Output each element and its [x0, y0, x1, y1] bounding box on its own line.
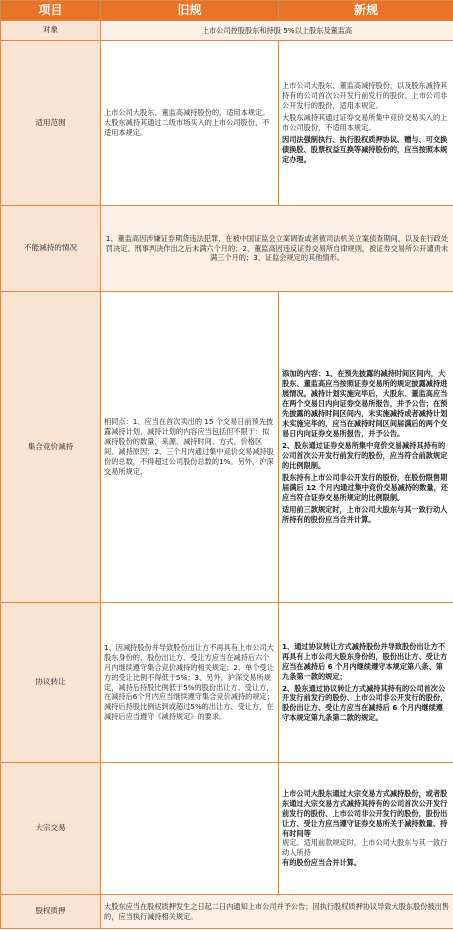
header-item: 项目: [1, 1, 101, 21]
scope-new-paragraph: 上市公司大股东、董监高减持股份，以及股东减持其持有的公司首次公开发行前发行的股份、上市公司非公开发行的股份，适用本规定。: [282, 81, 448, 111]
cell-auction-old: 相同点：1、应当在首次卖出的 15 个交易日前预先披露减持计划，减持计划的内容应当包括但不限于：拟减持股份的数量、来源、减持时间、方式、价格区间、减持原因；2、三个月内通过集中竞价交易减持股份的总数，不得超过公司股份总数的1%。另外，沪深交易所规定，: [101, 292, 279, 603]
cell-block-old: [101, 763, 279, 895]
cell-object-merged: 上市公司控股股东和持股 5%以上股东及董监高: [101, 21, 453, 41]
scope-new-paragraph: 大股东减持其通过证券交易所集中竞价交易买入的上市公司股份，不适用本规定。: [282, 113, 448, 132]
cell-agreement-new: [279, 603, 453, 763]
block-new-text: 规定。适用前款规定时，上市公司大股东与其一致行动人所持: [282, 838, 448, 858]
auction-new-paragraph: 股东持有上市公司非公开发行的股份，在股份限售期届满后 12 个月内通过集中竞价交易减持的数量，还应当符合证券交易所规定的比例限制。: [282, 472, 448, 502]
cell-prohibit-merged: 1、董监高因涉嫌证券期货违法犯罪，在被中国证监会立案调查或者被司法机关立案侦查期间，以及在行政处罚决定、刑事判决作出之后未满六个月的；2、董监高因违反证券交易所自律规则，被证券交易所公开谴责未满三个月的；3、证监会规定的其他情形。: [101, 206, 453, 292]
row-scope: [1, 41, 453, 206]
agreement-new-paragraph: 1、通过协议转让方式减持股份并导致股份出让方不再具有上市公司大股东身份的，股份出让方、受让方应当在减持后 6 个月内继续遵守本规定第八条、第九条第一款的规定；: [282, 641, 448, 681]
row-label-pledge: 股权质押: [1, 895, 101, 929]
auction-new-paragraph: 2、股东通过证券交易所集中竞价交易减持其持有的公司首次公开发行前发行的股份，应当符合前款规定的比例限制。: [282, 441, 448, 470]
auction-new-paragraph: 适用前三款规定时，上市公司大股东与其一致行动人所持有的股份应当合并计算。: [282, 504, 448, 524]
scope-new-paragraph: 因司法强制执行、执行股权质押协议、赠与、可交换债换股、股票权益互换等减持股份的，应当按照本规定办理。: [282, 134, 448, 164]
row-label-block: 大宗交易: [1, 763, 101, 895]
row-object: [1, 21, 453, 41]
row-pledge: [1, 895, 453, 929]
cell-scope-old: 上市公司大股东、董监高减持股份的，适用本规定。大股东减持其通过二级市场买入的上市公司股份，不适用本规定。: [101, 41, 279, 206]
row-label-scope: 适用范围: [1, 41, 101, 206]
cell-pledge-merged: 大股东应当在股权质押发生之日起二日内通知上市公司并予公告；因执行股权质押协议导致大股东股份被出售的，应当执行减持相关规定。: [101, 895, 453, 929]
row-block: [1, 763, 453, 895]
row-auction: [1, 292, 453, 603]
block-new-text: 有的股份应当合并计算。: [282, 858, 362, 868]
row-label-auction: 集合竞价减持: [1, 292, 101, 603]
header-new-rule: 新规: [279, 1, 453, 21]
header-old-rule: 旧规: [101, 1, 279, 21]
row-agreement: [1, 603, 453, 763]
cell-block-new: [279, 763, 453, 895]
row-label-object: 对象: [1, 21, 101, 41]
row-label-prohibit: 不能减持的情况: [1, 206, 101, 292]
cell-auction-new: [279, 292, 453, 603]
row-label-agreement: 协议转让: [1, 603, 101, 763]
cell-agreement-old: 1、因减持股份并导致股份出让方不再具有上市公司大股东身份的，股份出让方、受让方应当在减持后六个月内继续遵守集合竞价减持的相关规定；2、单个受让方的受让比例不得低于5%；3、另外，沪深交易所规定，减持后持股比例低于5%的股份出让方、受让方，在减持后6个月内应当继续遵守集合竞价减持的规定；减持后持股比例达到或超过5%的出让方、受让方，在减持后应当遵守《减持规定》的要求。: [101, 603, 279, 763]
agreement-new-paragraph: 2、股东通过协议转让方式减持其持有的公司首次公开发行前发行的股份、上市公司非公开发行的股份，股份出让方、受让方应当在减持后 6 个月内继续遵守本规定第九条第二款的规定。: [282, 683, 448, 723]
block-new-text: 上市公司大股东通过大宗交易方式减持股份，或者股东通过大宗交易方式减持其持有的公司首次公开发行前发行的股份、上市公司非公开发行的股份，股份出让方、受让方应当遵守证券交易所关于减持数量、持有时间等: [282, 788, 448, 838]
header-row: [1, 1, 453, 21]
auction-new-paragraph: 添加的内容：1、在预先披露的减持时间区间内，大股东、董监高应当按照证券交易所的规定披露减持进展情况。减持计划实施完毕后，大股东、董监高应当在两个交易日内向证券交易所报告，并予公告；在预先披露的减持时间区间内，未实施减持或者减持计划未实施完毕的，应当在减持时间区间届满后的两个交易日内向证券交易所报告，并予公告。: [282, 369, 448, 439]
cell-scope-new: [279, 41, 453, 206]
row-prohibit: [1, 206, 453, 292]
